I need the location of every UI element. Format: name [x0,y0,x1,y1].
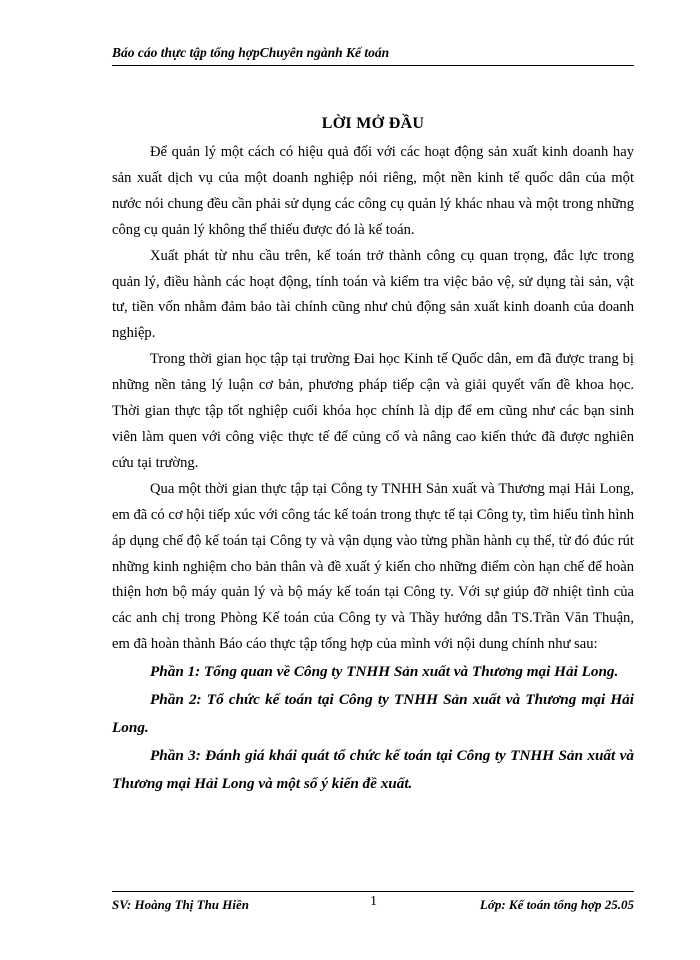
footer-divider [112,891,634,892]
intro-paragraph-1: Để quản lý một cách có hiệu quả đối với các hoạt động sản xuất kinh doanh hay sản xuất dịch vụ của một doanh nghiệp nói riêng, một nền kinh tế quốc dân của một nước nói chung đều cần phải sử dụng các công cụ quản lý khác nhau và một trong những công cụ quản lý không thể thiếu được đó là kế toán. [112,144,634,238]
section-part-3: Phần 3: Đánh giá khái quát tổ chức kế toán tại Công ty TNHH Sản xuất và Thương mại Hải Long và một số ý kiến đề xuất. [112,747,634,793]
page-number: 1 [370,894,377,909]
intro-paragraph-4: Qua một thời gian thực tập tại Công ty TNHH Sản xuất và Thương mại Hải Long, em đã có cơ hội tiếp xúc với công tác kế toán trong thực tế tại Công ty, tìm hiểu tình hình áp dụng chế độ kế toán tại Công ty và vận dụng vào từng phần hành cụ thể, từ đó đúc rút những kinh nghiệm cho bản thân và đề xuất ý kiến cho những điểm còn hạn chế để hoàn thiện hơn bộ máy quản lý và bộ máy kế toán tại Công ty. Với sự giúp đỡ nhiệt tình của các anh chị trong Phòng Kế toán của Công ty và Thầy hướng dẫn TS.Trần Văn Thuận, em đã hoàn thành Báo cáo thực tập tổng hợp của mình với nội dung chính như sau: [112,480,634,653]
document-title: LỜI MỞ ĐẦU [321,115,425,132]
footer-student-name: SV: Hoàng Thị Thu Hiền [112,897,250,912]
document-body [112,140,634,798]
intro-paragraph-3: Trong thời gian học tập tại trường Đai học Kinh tế Quốc dân, em đã được trang bị những nền tảng lý luận cơ bản, phương pháp tiếp cận và giải quyết vấn đề khoa học. Thời gian thực tập tốt nghiệp cuối khóa học chính là dịp để em cũng như các bạn sinh viên làm quen với công việc thực tế để củng cố và nâng cao kiến thức đã được nghiên cứu tại trường. [112,351,634,471]
footer-class-name: Lớp: Kế toán tổng hợp 25.05 [479,897,634,912]
intro-paragraph-2: Xuất phát từ nhu cầu trên, kế toán trở thành công cụ quan trọng, đắc lực trong quản lý, điều hành các hoạt động, tính toán và kiểm tra việc bảo vệ, sử dụng tài sản, vật tư, tiền vốn nhằm đảm bảo tài chính cũng như chủ động sản xuất kinh doanh của doanh nghiệp. [112,247,634,342]
section-part-1: Phần 1: Tổng quan về Công ty TNHH Sản xuất và Thương mại Hải Long. [150,663,619,681]
section-part-2: Phần 2: Tổ chức kế toán tại Công ty TNHH Sản xuất và Thương mại Hải Long. [112,691,634,737]
page-header: Báo cáo thực tập tổng hợpChuyên ngành Kế toán [112,45,390,60]
header-divider [112,65,634,66]
